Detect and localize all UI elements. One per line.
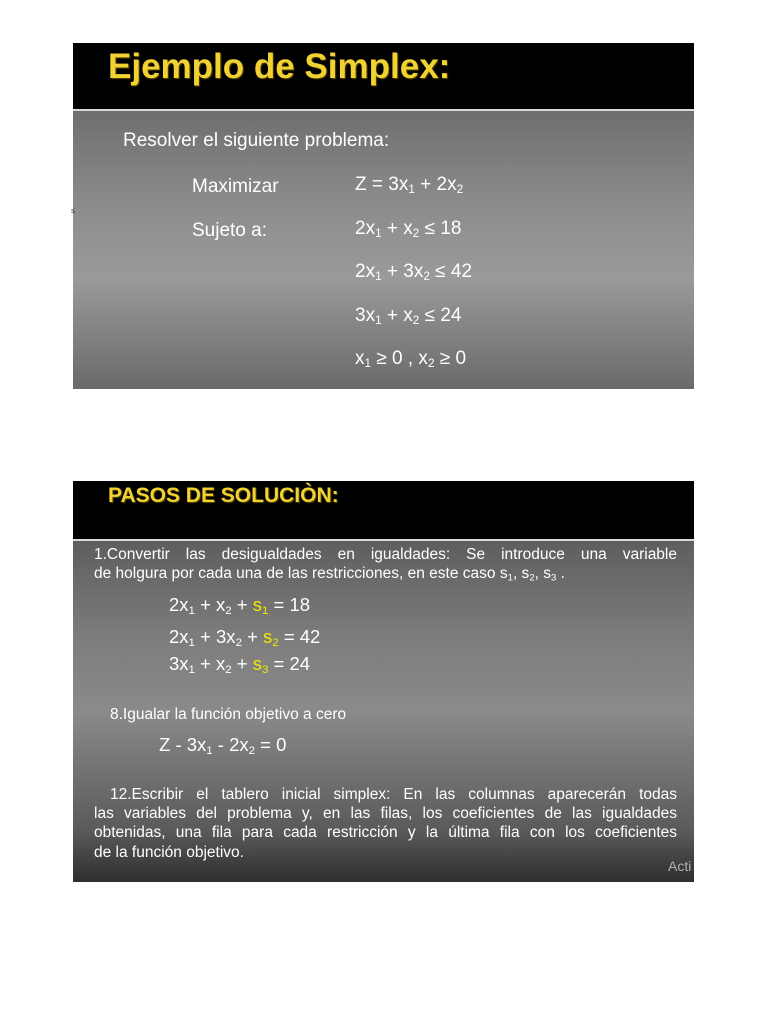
activation-watermark: Acti (668, 858, 692, 874)
intro-text: Resolver el siguiente problema: (123, 130, 390, 151)
step-3-line-4: de la función objetivo. (94, 844, 244, 861)
subject-label: Sujeto a: (192, 220, 267, 241)
step-3-line-3: obtenidas, una fila para cada restricción y la última fila con los coeficientes (94, 824, 677, 841)
equality-3: $3x_1 + x_2 + s_3 = 24$ (169, 653, 311, 676)
equality-1: $2x_1 + x_2 + s_1 = 18$ (169, 594, 311, 617)
constraint-2: $2x_1 + 3x_2 \le 42$ (355, 261, 473, 283)
non-negativity: $x_1 \ge 0$ , $x_2 \ge 0$ (355, 348, 467, 370)
step-3-line-1: 12.Escribir el tablero inicial simplex: En las columnas aparecerán todas (110, 786, 677, 803)
step-1-line-2: de holgura por cada una de las restricciones, en este caso $s_1$, $s_2$, $s_3$ . (94, 565, 565, 584)
objective-zero: $Z - 3x_1 - 2x_2 = 0$ (159, 734, 287, 757)
slide-2-title-bar (73, 481, 694, 541)
step-3-line-2: las variables del problema y, en las filas, los coeficientes de las igualdades (94, 805, 677, 822)
maximize-label: Maximizar (192, 176, 279, 197)
margin-mark: ≤ (71, 206, 76, 215)
slide-2 (73, 481, 694, 882)
equality-2: $2x_1 + 3x_2 + s_2 = 42$ (169, 626, 321, 649)
slide-1 (73, 43, 694, 389)
slide-2-title: PASOS DE SOLUCIÒN: (108, 484, 339, 507)
constraint-1: $2x_1 + x_2 \le 18$ (355, 218, 462, 240)
step-1-line-1: 1.Convertir las desigualdades en igualdades: Se introduce una variable (94, 546, 677, 563)
step-2-text: 8.Igualar la función objetivo a cero (110, 706, 347, 723)
constraint-3: $3x_1 + x_2 \le 24$ (355, 305, 462, 327)
objective-function: $Z = 3x_1 + 2x_2$ (355, 174, 464, 196)
slide-1-title-bar (73, 43, 694, 111)
slide-1-title: Ejemplo de Simplex: (108, 47, 451, 86)
